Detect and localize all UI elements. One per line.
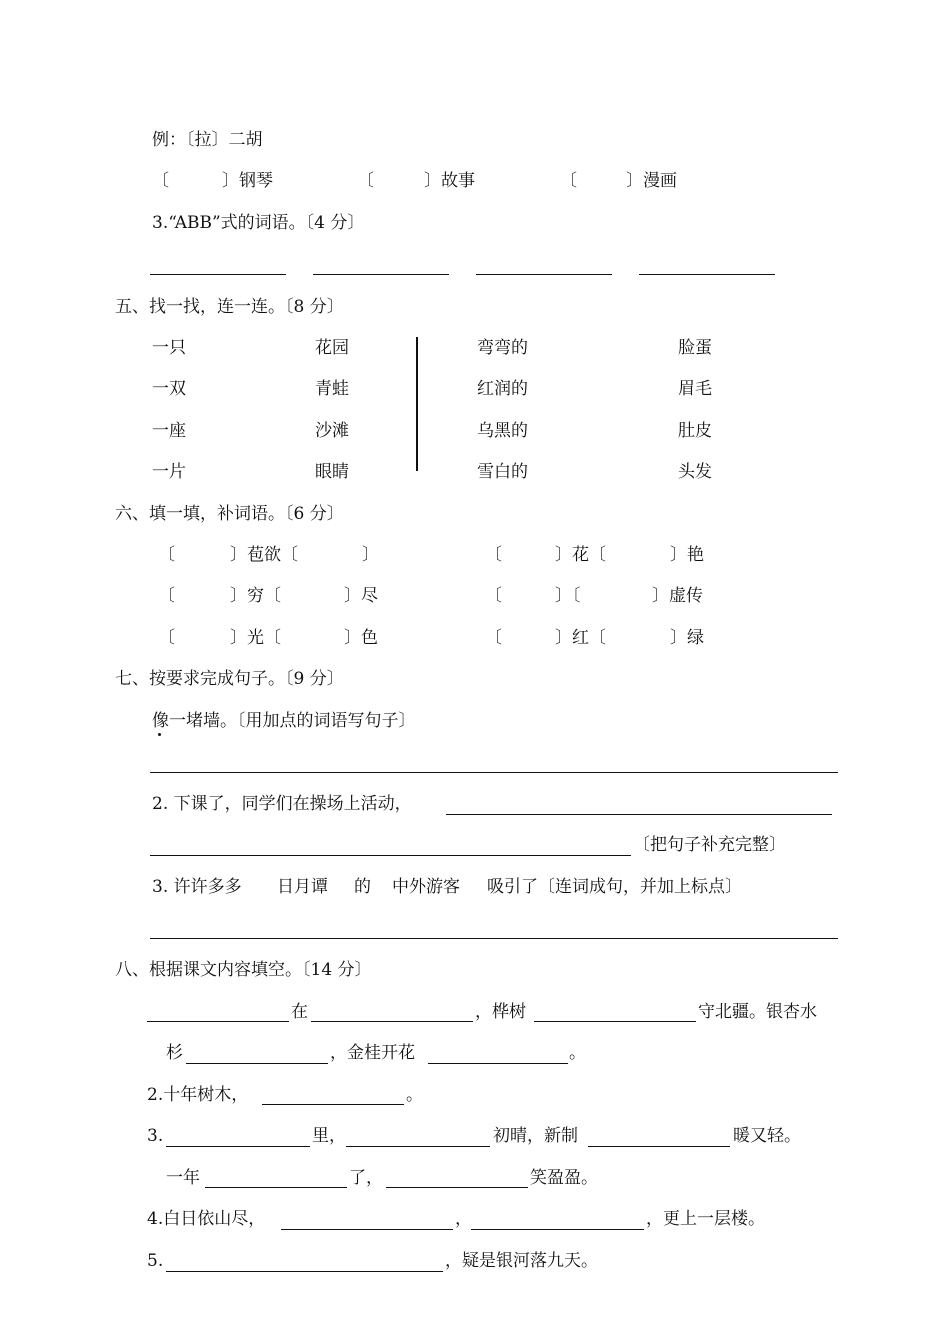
match-right-a-4[interactable]: 雪白的 xyxy=(477,462,528,482)
answer-line[interactable] xyxy=(471,1229,644,1230)
answer-line[interactable] xyxy=(262,1104,404,1105)
match-right-b-3[interactable]: 肚皮 xyxy=(678,421,712,441)
blank-close-comic: 〕漫画 xyxy=(626,171,677,191)
answer-line[interactable] xyxy=(281,1229,453,1230)
text-fragment: 4.白日依山尽， xyxy=(147,1209,266,1229)
answer-line[interactable] xyxy=(150,855,631,856)
word-item: 的 xyxy=(354,877,371,897)
answer-line[interactable] xyxy=(386,1187,528,1188)
text-fragment: ， xyxy=(455,1209,472,1229)
text-fragment: 3. xyxy=(147,1126,164,1146)
blank-open-1: 〔 xyxy=(152,171,169,191)
match-right-a-1[interactable]: 弯弯的 xyxy=(477,338,528,358)
answer-line[interactable] xyxy=(150,938,838,939)
idiom-part: 〔 xyxy=(158,545,175,565)
idiom-part: 〔 xyxy=(158,628,175,648)
idiom-part: 〔 xyxy=(485,545,502,565)
answer-line[interactable] xyxy=(186,1063,328,1064)
match-left-b-1[interactable]: 花园 xyxy=(315,338,349,358)
idiom-part: 〕尽 xyxy=(344,586,378,606)
question-7-2-note: 〔把句子补充完整〕 xyxy=(633,835,786,855)
idiom-part: 〕艳 xyxy=(670,545,704,565)
answer-line[interactable] xyxy=(166,1146,310,1147)
idiom-part: 〕〔 xyxy=(555,586,581,606)
divider xyxy=(416,337,418,471)
text-fragment: 守北疆。银杏水 xyxy=(698,1002,817,1022)
question-7-1: 像一堵墙。〔用加点的词语写句子〕 xyxy=(152,711,416,731)
text-fragment: 。 xyxy=(569,1043,586,1063)
match-left-a-2[interactable]: 一双 xyxy=(152,379,186,399)
text-fragment: 笑盈盈。 xyxy=(530,1168,598,1188)
idiom-part: 〕苞欲〔 xyxy=(230,545,298,565)
idiom-part: 〕 xyxy=(362,545,379,565)
text-fragment: 初晴，新制 xyxy=(493,1126,578,1146)
text-fragment: 5. xyxy=(147,1251,164,1271)
blank-open-3: 〔 xyxy=(560,171,577,191)
blank-open-2: 〔 xyxy=(357,171,374,191)
text-fragment: ，金桂开花 xyxy=(330,1043,415,1063)
idiom-part: 〕虚传 xyxy=(652,586,703,606)
section-6-title: 六、填一填，补词语。〔6 分〕 xyxy=(115,504,344,524)
text-fragment: ，更上一层楼。 xyxy=(646,1209,765,1229)
text-fragment: 2.十年树木， xyxy=(147,1085,249,1105)
match-right-a-3[interactable]: 乌黑的 xyxy=(477,421,528,441)
answer-line[interactable] xyxy=(428,1063,568,1064)
answer-line[interactable] xyxy=(166,1271,443,1272)
text-fragment: ，疑是银河落九天。 xyxy=(445,1251,598,1271)
answer-line[interactable] xyxy=(205,1187,347,1188)
answer-line[interactable] xyxy=(346,1146,490,1147)
match-left-b-4[interactable]: 眼睛 xyxy=(315,462,349,482)
text-fragment: 了， xyxy=(349,1168,383,1188)
idiom-part: 〕色 xyxy=(344,628,378,648)
answer-line[interactable] xyxy=(150,772,838,773)
text-fragment: 里， xyxy=(312,1126,346,1146)
section-7-title: 七、按要求完成句子。〔9 分〕 xyxy=(115,669,344,689)
idiom-part: 〕花〔 xyxy=(555,545,606,565)
idiom-part: 〕穷〔 xyxy=(230,586,281,606)
answer-line[interactable] xyxy=(476,274,612,275)
example-line: 例：〔拉〕二胡 xyxy=(152,130,263,150)
text-fragment: 杉 xyxy=(166,1043,183,1063)
match-left-b-2[interactable]: 青蛙 xyxy=(315,379,349,399)
idiom-part: 〕绿 xyxy=(670,628,704,648)
word-item: 日月谭 xyxy=(277,877,328,897)
idiom-part: 〔 xyxy=(485,586,502,606)
word-item: 中外游客 xyxy=(392,877,460,897)
word-item: 3. 许许多多 xyxy=(152,877,242,897)
idiom-part: 〕光〔 xyxy=(230,628,281,648)
text-fragment: ，桦树 xyxy=(475,1002,526,1022)
question-7-2: 2. 下课了，同学们在操场上活动， xyxy=(152,794,412,814)
idiom-part: 〔 xyxy=(158,586,175,606)
emphasis-dot xyxy=(158,733,161,736)
text-fragment: 一年 xyxy=(166,1168,200,1188)
text-fragment: 在 xyxy=(291,1002,308,1022)
answer-line[interactable] xyxy=(534,1021,696,1022)
word-item: 吸引了〔连词成句，并加上标点〕 xyxy=(487,877,742,897)
match-left-a-3[interactable]: 一座 xyxy=(152,421,186,441)
match-right-a-2[interactable]: 红润的 xyxy=(477,379,528,399)
answer-line[interactable] xyxy=(311,1021,473,1022)
answer-line[interactable] xyxy=(150,274,286,275)
match-left-a-4[interactable]: 一片 xyxy=(152,462,186,482)
answer-line[interactable] xyxy=(147,1021,289,1022)
section-8-title: 八、根据课文内容填空。〔14 分〕 xyxy=(115,960,372,980)
match-right-b-2[interactable]: 眉毛 xyxy=(678,379,712,399)
section-5-title: 五、找一找，连一连。〔8 分〕 xyxy=(115,297,344,317)
text-fragment: 。 xyxy=(406,1085,423,1105)
answer-line[interactable] xyxy=(313,274,449,275)
match-left-b-3[interactable]: 沙滩 xyxy=(315,421,349,441)
match-left-a-1[interactable]: 一只 xyxy=(152,338,186,358)
text-fragment: 暖又轻。 xyxy=(733,1126,801,1146)
answer-line[interactable] xyxy=(446,814,832,815)
match-right-b-1[interactable]: 脸蛋 xyxy=(678,338,712,358)
abb-question: 3.“ABB”式的词语。〔4 分〕 xyxy=(152,213,365,233)
answer-line[interactable] xyxy=(588,1146,730,1147)
answer-line[interactable] xyxy=(639,274,775,275)
blank-close-story: 〕故事 xyxy=(424,171,475,191)
idiom-part: 〔 xyxy=(485,628,502,648)
match-right-b-4[interactable]: 头发 xyxy=(678,462,712,482)
blank-close-piano: 〕钢琴 xyxy=(222,171,273,191)
idiom-part: 〕红〔 xyxy=(555,628,606,648)
